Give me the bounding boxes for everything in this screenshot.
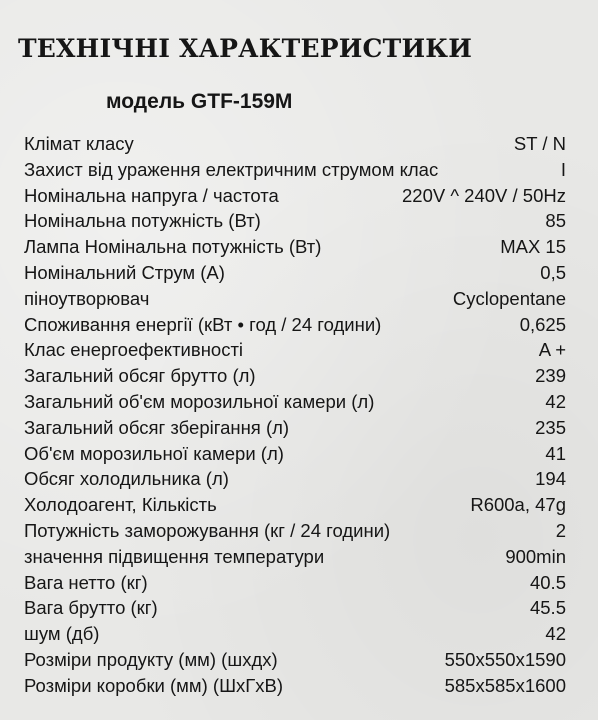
spec-row-product-dimensions <box>24 647 566 673</box>
spec-label: Клас енергоефективності <box>24 339 244 361</box>
spec-label: Обсяг холодильника (л) <box>24 468 229 490</box>
spec-row-energy-consumption <box>24 312 566 338</box>
spec-row-noise <box>24 621 566 647</box>
spec-value: R600a, 47g <box>470 494 566 516</box>
spec-value: 194 <box>535 468 566 490</box>
spec-value: A + <box>538 339 566 361</box>
spec-label: Вага нетто (кг) <box>24 571 148 593</box>
spec-label: Загальний об'єм морозильної камери (л) <box>24 390 375 412</box>
page-title: ТЕХНІЧНІ ХАРАКТЕРИСТИКИ <box>18 34 473 63</box>
spec-value: 550x550x1590 <box>444 648 566 670</box>
model-name: модель GTF-159M <box>106 90 293 113</box>
spec-value: 45.5 <box>529 597 566 619</box>
spec-row-lamp-power <box>24 234 566 260</box>
spec-row-foaming-agent <box>24 286 566 312</box>
spec-label: Номінальна напруга / частота <box>24 184 279 206</box>
spec-label: Об'єм морозильної камери (л) <box>24 442 284 464</box>
spec-label: Загальний обсяг зберігання (л) <box>24 416 290 438</box>
spec-row-net-weight <box>24 570 566 596</box>
spec-value: 42 <box>545 390 566 412</box>
spec-row-rated-power <box>24 208 566 234</box>
spec-value: 40.5 <box>529 571 566 593</box>
spec-value: I <box>560 158 566 180</box>
spec-row-box-dimensions <box>24 673 566 699</box>
spec-row-freezer-volume <box>24 441 566 467</box>
spec-label: Лампа Номінальна потужність (Вт) <box>24 236 322 258</box>
spec-row-climate-class <box>24 131 566 157</box>
spec-value: ST / N <box>513 133 566 154</box>
spec-label: шум (дб) <box>24 623 100 645</box>
spec-row-gross-freezer-volume <box>24 389 566 415</box>
spec-label: Номінальний Струм (А) <box>24 261 225 283</box>
spec-label: Вага брутто (кг) <box>24 597 158 619</box>
spec-value: Cyclopentane <box>452 287 566 309</box>
spec-row-voltage-frequency <box>24 183 566 209</box>
spec-value: 585x585x1600 <box>444 674 566 696</box>
spec-value: 235 <box>535 416 566 438</box>
spec-row-fridge-volume <box>24 466 566 492</box>
spec-value: MAX 15 <box>500 236 566 258</box>
spec-value: 85 <box>545 210 566 232</box>
spec-value: 239 <box>535 365 566 387</box>
spec-row-protection-class <box>24 157 566 183</box>
spec-value: 2 <box>555 519 566 541</box>
spec-row-freezing-capacity <box>24 518 566 544</box>
spec-list <box>24 131 566 699</box>
spec-row-gross-volume <box>24 363 566 389</box>
spec-label: значення підвищення температури <box>24 545 325 567</box>
spec-label: Номінальна потужність (Вт) <box>24 210 261 232</box>
spec-row-temperature-rise <box>24 544 566 570</box>
spec-row-refrigerant <box>24 492 566 518</box>
spec-label: Розміри коробки (мм) (ШхГхВ) <box>24 674 284 696</box>
spec-label: Споживання енергії (кВт • год / 24 години) <box>24 313 382 335</box>
spec-label: Холодоагент, Кількість <box>24 494 217 516</box>
spec-value: 900min <box>505 545 566 567</box>
spec-label: Загальний обсяг брутто (л) <box>24 365 256 387</box>
spec-label: Захист від ураження електричним струмом клас <box>24 158 439 180</box>
spec-value: 41 <box>545 442 566 464</box>
spec-row-gross-weight <box>24 595 566 621</box>
spec-row-energy-class <box>24 337 566 363</box>
spec-row-storage-volume <box>24 415 566 441</box>
spec-value: 0,625 <box>519 313 566 335</box>
spec-value: 220V ^ 240V / 50Hz <box>402 184 566 206</box>
spec-row-rated-current <box>24 260 566 286</box>
spec-value: 42 <box>545 623 566 645</box>
spec-label: Потужність заморожування (кг / 24 години) <box>24 519 391 541</box>
spec-label: Клімат класу <box>24 133 134 154</box>
spec-value: 0,5 <box>540 261 566 283</box>
spec-label: Розміри продукту (мм) (шхдх) <box>24 648 278 670</box>
spec-label: піноутворювач <box>24 287 150 309</box>
